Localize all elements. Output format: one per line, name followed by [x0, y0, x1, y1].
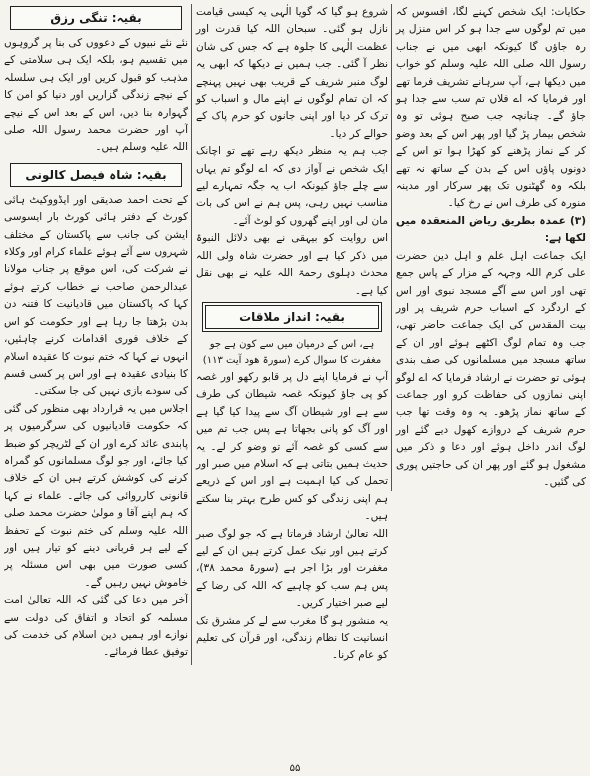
verse-line-1: ہے، اس کے درمیان میں سے کون ہے جو: [209, 338, 375, 350]
right-column: [391, 4, 586, 491]
section-heading-andaz-mulaqat: بقیہ: انداز ملاقات: [202, 302, 382, 332]
left-paragraph-4: آخر میں دعا کی گئی کہ اللہ تعالیٰ امت مسلمہ کو اتحاد و اتفاق کی دولت سے نوازے اور ہمیں دین اسلام کی خدمت کی توفیق عطا فرمائے۔: [4, 594, 188, 659]
page-number: ۵۵: [289, 763, 301, 774]
left-column: [4, 4, 188, 662]
right-paragraph-3: ایک جماعت اہل علم و اہل دین حضرت علی کرم اللہ وجہہ کے مزار کے پاس جمع تھی اور اس سے آگے مسجد نبوی اور اس کے اردگرد کے اسباب حرم شریف پر اور بیت المقدس کی ایک جماعت حاضر تھی، جب وہ تمام لوگ اکٹھے ہوئے اور ان کے ساتھ مسجد میں مسلمانوں کی صف بندی ہوئی تو حضرت نے ارشاد فرمایا کہ اے لوگو اپنی نمازوں کی حفاظت کرو اور جماعت کے ساتھ نماز پڑھو۔ یہ وہ وقت تھا جب حرم شریف کے دروازے کھول دیے گئے اور لوگ اندر داخل ہوئے اور دعا و ذکر میں مشغول ہو گئے اور پھر ان کی حاجتیں پوری کی گئیں۔: [396, 249, 586, 488]
middle-paragraph-6: یہ منشور ہو گا مغرب سے لے کر مشرق تک انسانیت کا نظام زندگی، اور قرآن کی تعلیم کو عام کرنا۔: [196, 614, 388, 662]
right-paragraph-1: حکایات: ایک شخص کہنے لگا، افسوس کہ میں تم لوگوں سے جدا ہو کر اس منزل پر رہ جاؤں گا کیونکہ ابھی میں نے جناب رسول اللہ صلی اللہ علیہ وسلم کو خواب میں دیکھا ہے، آپ سرہانے تشریف فرما تھے اور فرمایا کہ اے فلاں تم سب سے جدا ہو جاؤ گے۔ چنانچہ جب صبح ہوئی تو وہ شخص بیمار پڑ گیا اور پھر اس کے بعد وضو کر کے نماز پڑھنے کو کھڑا ہوا تو اس کے دونوں پاؤں اس کے بدن کے ساتھ نہ تھے بلکہ وہ گھٹنوں تک پھر سرکار اور مدینہ منورہ کی طرف اس نے رخ کیا۔: [396, 6, 586, 210]
middle-paragraph-2: جب ہم یہ منظر دیکھ رہے تھے تو اچانک ایک شخص نے آواز دی کہ اے لوگو تم یہاں سے چلے جاؤ کیونکہ اب یہ جگہ تمہارے لیے مناسب نہیں رہی، پس ہم نے اس کی بات مان لی اور اپنے گھروں کو لوٹ آئے۔: [196, 145, 388, 227]
middle-paragraph-3: اس روایت کو بیہقی نے بھی دلائل النبوۃ میں ذکر کیا ہے اور حضرت شاہ ولی اللہ محدث دہلوی رحمۃ اللہ علیہ نے بھی نقل کیا ہے۔: [196, 232, 388, 297]
right-paragraph-2: (۳) عمدہ بطریق ریاض المنعقدہ میں لکھا ہے:: [396, 214, 586, 245]
verse-line-2: مغفرت کا سوال کرے (سورۃ ھود آیت ۱۱۳): [202, 354, 382, 366]
middle-paragraph-4: آپ نے فرمایا اپنے دل پر قابو رکھو اور غصہ کو پی جاؤ کیونکہ غصہ شیطان کی طرف سے ہے اور شیطان آگ سے پیدا کیا گیا ہے اور آگ کو پانی بجھاتا ہے پس جب تم میں سے کسی کو غصہ آئے تو وضو کر لے۔ یہ حدیث ہمیں بتاتی ہے کہ اسلام میں صبر اور تحمل کی کیا اہمیت ہے اور اس کے ذریعے ہم اپنی زندگی کو کس طرح بہتر بنا سکتے ہیں۔: [196, 370, 388, 523]
left-paragraph-1: نئے نئے نبیوں کے دعووں کی بنا پر گروہوں میں تقسیم ہو، بلکہ ایک ہی سلامتی کے مذہب کو قبول کریں اور ایک ہی سلسلہ کے نیچے زندگی گزاریں اور دنیا کو امن کا گہوارہ بنا دیں، اس کے بعد اس کے نیچے آپ اور حضرت محمد رسول اللہ صلی اللہ علیہ وسلم ہیں۔: [4, 37, 188, 154]
left-paragraph-2: کے تحت احمد صدیقی اور ایڈووکیٹ ہائی کورٹ کے دفتر ہائی کورٹ بار ایسوسی ایشن کی جانب سے پاکستان کے مختلف شہروں سے آئے ہوئے علماء کرام اور وکلاء نے شرکت کی، اس موقع پر جناب مولانا عبدالرحمن صاحب نے خطاب کرتے ہوئے کہا کہ پاکستان میں قادیانیت کا فتنہ دن بدن بڑھتا جا رہا ہے اور حکومت کو اس کے خلاف فوری اقدامات کرنے چاہئیں، انہوں نے کہا کہ ختم نبوت کا عقیدہ اسلام کا بنیادی عقیدہ ہے اور اس پر کسی قسم کی سودے بازی نہیں کی جا سکتی۔: [4, 193, 188, 398]
middle-paragraph-1: شروع ہو گیا کہ گویا الٰہی یہ کیسی قیامت نازل ہو گئی۔ سبحان اللہ کیا قدرت اور عظمت الٰہی کا جلوہ ہے کہ جس کی شان نظر آ گئی۔ جب ہمیں نے دیکھا کہ ابھی یہ لوگ منبر شریف کے قریب بھی نہیں پہنچے کہ ان تمام لوگوں نے اپنے مال و اسباب کو ترک کر دیا اور اپنی جانوں کو حرم پاک کے حوالے کر دیا۔: [196, 6, 388, 140]
section-heading-shah-faisal-colony: بقیہ: شاہ فیصل کالونی: [10, 163, 182, 187]
left-paragraph-3: اجلاس میں یہ قرارداد بھی منظور کی گئی کہ حکومت قادیانیوں کی سرگرمیوں پر پابندی عائد کرے اور ان کے لٹریچر کو ضبط کیا جائے، اور جو لوگ مسلمانوں کو گمراہ کرنے کی کوشش کرتے ہیں ان کے خلاف قانونی کارروائی کی جائے۔ علماء نے کہا کہ ہم اپنے آقا و مولیٰ حضرت محمد صلی اللہ علیہ وسلم کی ختم نبوت کے تحفظ کے لیے ہر قربانی دینے کو تیار ہیں اور کسی صورت میں بھی اس مسئلہ پر خاموش نہیں رہیں گے۔: [4, 402, 188, 589]
middle-paragraph-5: اللہ تعالیٰ ارشاد فرماتا ہے کہ جو لوگ صبر کرتے ہیں اور نیک عمل کرتے ہیں ان کے لیے مغفرت اور بڑا اجر ہے (سورۃ محمد ۳۸)، پس ہم سب کو چاہیے کہ اللہ کی رضا کے لیے صبر اختیار کریں۔: [196, 527, 388, 610]
middle-column: [191, 4, 388, 665]
section-heading-tangi-rizq: بقیہ: تنگی رزق: [10, 6, 182, 30]
